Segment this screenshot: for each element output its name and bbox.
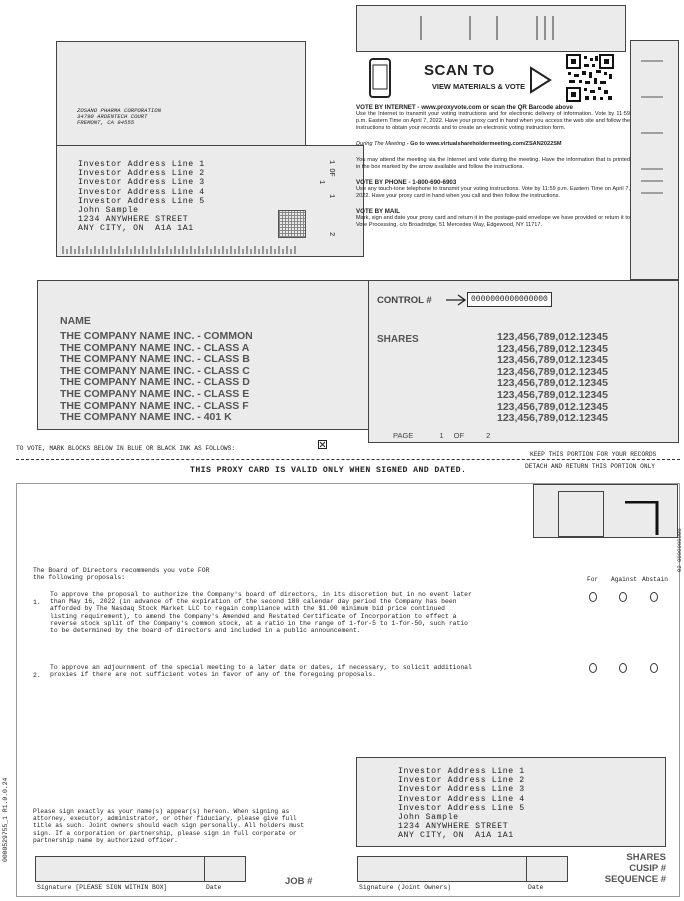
company-address	[77, 108, 161, 126]
page-label: PAGE	[393, 431, 414, 440]
vote-mail-text: Mark, sign and date your proxy card and return it in the postage-paid envelope we have provided or return it to Vote Processing, c/o Broadridge, 51 Mercedes Way, Edgewood, NY 11717.	[356, 215, 630, 228]
detach-line	[16, 459, 680, 460]
scan-grid	[278, 210, 306, 238]
holding-name: THE COMPANY NAME INC. - CLASS F	[60, 399, 249, 412]
share-value: 123,456,789,012.12345	[497, 354, 608, 367]
name-header: NAME	[60, 315, 91, 327]
footer-cusip: CUSIP #	[629, 863, 666, 874]
right-side-code: 02 0000000000	[676, 528, 683, 572]
postal-barcode-icon	[61, 244, 301, 256]
investor-line: Investor Address Line 1	[78, 160, 205, 169]
date-label: Date	[206, 884, 222, 891]
shares-header: SHARES	[377, 334, 419, 345]
mark-blocks-instruction: TO VOTE, MARK BLOCKS BELOW IN BLUE OR BLACK INK AS FOLLOWS:	[16, 445, 236, 452]
investor-line: John Sample	[398, 813, 459, 823]
voting-instructions	[356, 104, 630, 229]
investor-line: Investor Address Line 3	[78, 178, 205, 188]
investor-line: Investor Address Line 4	[398, 794, 525, 804]
footer-sequence: SEQUENCE #	[604, 874, 666, 885]
proposal-1-against-option[interactable]	[619, 592, 627, 602]
joint-date-label: Date	[528, 884, 544, 891]
scan-to-title: SCAN TO	[424, 62, 495, 79]
proposal-2-text: To approve an adjournment of the special meeting to a later date or dates, if necessary, to solicit additional proxies if there are not sufficient votes in favor of any of the foregoing proposals.	[50, 664, 472, 679]
investor-line: Investor Address Line 3	[398, 785, 525, 795]
share-value: 123,456,789,012.12345	[497, 377, 608, 390]
phone-icon	[368, 58, 394, 100]
holding-name: THE COMPANY NAME INC. - CLASS B	[60, 353, 250, 366]
vote-meeting-label: During The Meeting	[356, 141, 406, 147]
holding-name: THE COMPANY NAME INC. - CLASS C	[60, 364, 250, 377]
proposal-2-for-option[interactable]	[589, 663, 597, 673]
side-code: 0000529755_1 R1.0.0.24	[2, 777, 9, 862]
signature-label: Signature [PLEASE SIGN WITHIN BOX]	[37, 884, 168, 891]
investor-line: John Sample	[78, 206, 139, 216]
holding-name: THE COMPANY NAME INC. - CLASS A	[60, 341, 250, 354]
investor-line: Investor Address Line 5	[78, 196, 205, 206]
corner-mark-icon	[624, 501, 660, 537]
investor-line: Investor Address Line 2	[398, 776, 525, 786]
holding-name: THE COMPANY NAME INC. - COMMON	[60, 330, 253, 342]
share-value: 123,456,789,012.12345	[497, 400, 608, 413]
proposal-2-abstain-option[interactable]	[650, 663, 658, 673]
investor-address-box-top	[56, 145, 364, 257]
page-total: 2	[486, 431, 491, 440]
registration-square	[558, 491, 604, 537]
investor-line: Investor Address Line 5	[398, 803, 525, 813]
valid-notice: THIS PROXY CARD IS VALID ONLY WHEN SIGNED AND DATED.	[190, 466, 467, 475]
page-num: 1	[439, 431, 444, 440]
investor-line: ANY CITY, ON A1A 1A1	[78, 224, 194, 234]
page-indicator	[393, 431, 490, 440]
col-against: Against	[611, 576, 637, 583]
page-marker-c: 1	[327, 194, 335, 199]
vote-phone-text: Use any touch-tone telephone to transmit your voting instructions. Vote by 11:59 p.m. Eastern Time on April 7, 2022. Have your proxy card in hand when you call and then follow the instructions.	[356, 186, 630, 199]
company-address-line2: FREMONT, CA 94555	[77, 119, 135, 126]
investor-line: 1234 ANYWHERE STREET	[78, 215, 189, 225]
company-address-box	[56, 41, 306, 146]
joint-date-box[interactable]	[526, 856, 568, 882]
proposal-2-num: 2.	[33, 672, 41, 679]
scan-to-header	[368, 56, 616, 102]
date-box[interactable]	[204, 856, 246, 882]
col-for: For	[587, 576, 599, 583]
holding-name: THE COMPANY NAME INC. - 401 K	[60, 411, 232, 424]
holdings-box	[37, 280, 370, 430]
keep-portion: KEEP THIS PORTION FOR YOUR RECORDS	[530, 451, 657, 458]
vote-mail-title: VOTE BY MAIL	[356, 208, 400, 215]
marked-checkbox-icon	[318, 440, 327, 449]
investor-address-bottom	[398, 767, 525, 841]
investor-line: Investor Address Line 2	[78, 169, 205, 179]
right-margin-panel	[630, 40, 679, 280]
vote-meeting-link[interactable]: - Go to www.virtualshareholdermeeting.com/ZSAN2022SM	[405, 141, 562, 147]
holding-name: THE COMPANY NAME INC. - CLASS E	[60, 387, 250, 400]
vote-phone-title: VOTE BY PHONE - 1-800-690-6903	[356, 179, 457, 186]
investor-line: Investor Address Line 1	[398, 767, 525, 776]
proposal-1-num: 1.	[33, 599, 41, 606]
shares-box	[368, 280, 679, 443]
share-value: 123,456,789,012.12345	[497, 388, 608, 401]
barcode-strip	[356, 5, 626, 52]
proposal-2-against-option[interactable]	[619, 663, 627, 673]
arrow-right-icon	[445, 294, 467, 306]
col-abstain: Abstain	[642, 576, 668, 583]
view-materials-label: VIEW MATERIALS & VOTE	[432, 82, 526, 91]
registration-box	[533, 484, 678, 538]
control-label: CONTROL #	[377, 295, 432, 306]
vote-meeting-desc: You may attend the meeting via the Internet and vote during the meeting. Have the information that is printed in the box marked by the arrow available and follow the instructions.	[356, 157, 630, 170]
tick-marks-icon	[631, 41, 678, 279]
joint-signature-box[interactable]	[357, 856, 527, 882]
share-value: 123,456,789,012.12345	[497, 365, 608, 378]
shares-values	[497, 332, 608, 425]
proposal-1-abstain-option[interactable]	[650, 592, 658, 602]
investor-line: ANY CITY, ON A1A 1A1	[398, 831, 514, 841]
investor-line: 1234 ANYWHERE STREET	[398, 822, 509, 832]
footer-codes	[580, 852, 666, 885]
footer-shares: SHARES	[626, 852, 666, 863]
company-name: ZOSANO PHARMA CORPORATION	[77, 107, 161, 114]
share-value: 123,456,789,012.12345	[497, 342, 608, 355]
proposal-2	[33, 664, 41, 682]
page-of: OF	[453, 431, 465, 440]
vote-internet-text: Use the Internet to transmit your voting instructions and for electronic delivery of information. Vote by 11:59 p.m. Eastern Time on April 7, 2022. Have your proxy card in hand when you access the web site and follow the instructions to obtain your records and to create an electronic voting instruction form.	[356, 111, 630, 131]
job-label: JOB #	[285, 876, 313, 887]
investor-line: Investor Address Line 4	[78, 187, 205, 197]
proposal-1-for-option[interactable]	[589, 592, 597, 602]
joint-signature-label: Signature (Joint Owners)	[359, 884, 452, 891]
share-value: 123,456,789,012.12345	[497, 331, 608, 343]
barcode-icon	[357, 6, 625, 51]
page-marker-b: 1	[317, 180, 325, 185]
page-marker-d: 2	[327, 232, 335, 237]
holdings-names	[60, 331, 253, 424]
qr-code-icon	[566, 54, 614, 102]
vote-internet-title: VOTE BY INTERNET - www.proxyvote.com or scan the QR Barcode above	[356, 104, 573, 111]
detach-portion: DETACH AND RETURN THIS PORTION ONLY	[525, 463, 655, 470]
proposal-1-text: To approve the proposal to authorize the Company's board of directors, in its discretion but in no event later than May 16, 2022 (in advance of the expiration of the second 180 calendar day period the Company has been afforded by The Nasdaq Stock Market LLC to regain compliance with the $1.00 minimum bid price continued listing requirement), to amend the Company's Amended and Restated Certificate of Incorporation to effect a reverse stock split of the Company's common stock, at a ratio in the range of 1-for-5 to 1-for-50, such ratio to be determined by the board of directors and included in a public announcement.	[50, 591, 472, 635]
page-marker-a: 1 OF	[327, 160, 335, 177]
vote-meeting	[356, 141, 630, 148]
holding-name: THE COMPANY NAME INC. - CLASS D	[60, 376, 250, 389]
signature-box[interactable]	[35, 856, 205, 882]
investor-address-box-bottom	[356, 757, 666, 847]
share-value: 123,456,789,012.12345	[497, 412, 608, 425]
company-address-line1: 34790 ARDENTECH COURT	[77, 113, 148, 120]
board-recommendation: The Board of Directors recommends you vote FOR the following proposals:	[33, 567, 210, 582]
play-arrow-icon	[528, 66, 552, 94]
proposal-1	[33, 591, 41, 609]
investor-address-top	[78, 160, 205, 234]
control-number: 0000000000000000	[467, 292, 552, 307]
signing-note: Please sign exactly as your name(s) appear(s) hereon. When signing as attorney, executor, administrator, or other fiduciary, please give full title as such. Joint owners should each sign personally. All holders must sign. If a corporation or partnership, please sign in full corporate or partnership name by authorized officer.	[33, 808, 305, 844]
